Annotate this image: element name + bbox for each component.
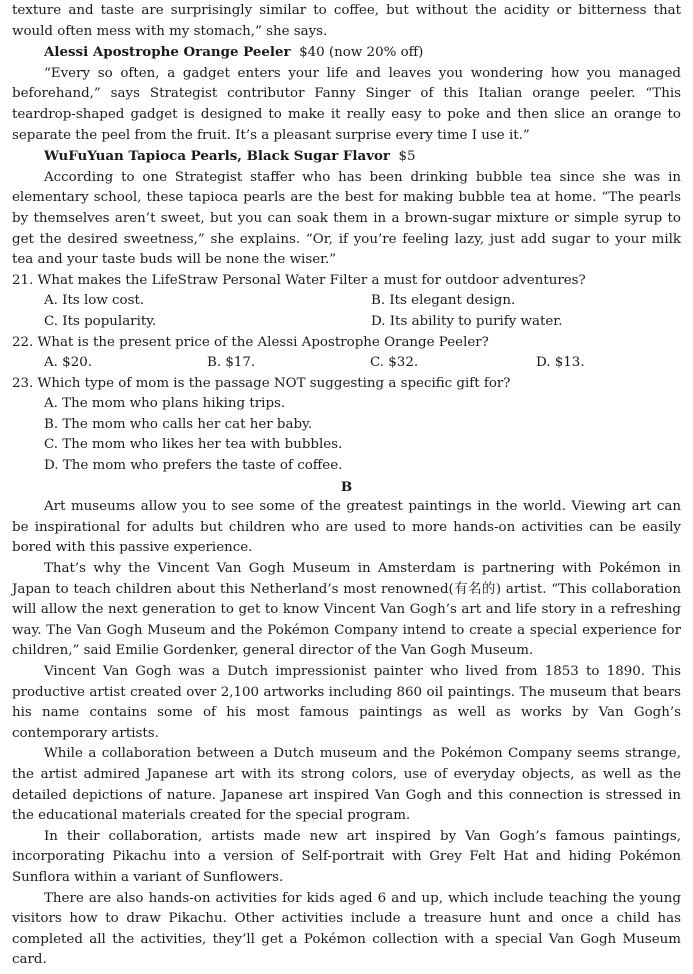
product-name: Alessi Apostrophe Orange Peeler: [44, 44, 291, 61]
product-heading-orange-peeler: [12, 42, 681, 64]
section-b-paragraph-6: There are also hands-on activities for kids aged 6 and up, which include teaching the young visitors how to draw Pikachu. Other activities include a treasure hunt and once a child has completed all the activities, they’ll get a Pokémon collection with a special Van Gogh Museum card.: [12, 890, 681, 968]
option-c: C. Its popularity.: [44, 313, 157, 329]
section-b-paragraph-2: That’s why the Vincent Van Gogh Museum in Amsterdam is partnering with Pokémon in Japan to teach children about this Netherland’s most renowned(有名的) artist. “This collaboration will allow the next generation to get to know Vincent Van Gogh’s art and life story in a refreshing way. The Van Gogh Museum and the Pokémon Company intend to create a special experience for children,” said Emilie Gordenker, general director of the Van Gogh Museum.: [12, 561, 681, 659]
section-b-paragraph-4: While a collaboration between a Dutch museum and the Pokémon Company seems strange, the artist admired Japanese art with its strong colors, use of everyday objects, as well as the detailed depictions of nature. Japanese art inspired Van Gogh and this connection is stressed in the educational materials created for the special program.: [12, 746, 681, 824]
passage-a-continuation: texture and taste are surprisingly similar to coffee, but without the acidity or bitterness that would often mess with my stomach,” she says.: [12, 3, 681, 39]
question-23-stem: 23. Which type of mom is the passage NOT suggesting a specific gift for?: [12, 375, 511, 391]
option-b: B. The mom who calls her cat her baby.: [44, 416, 313, 432]
option-c: C. $32.: [370, 355, 419, 371]
option-d: D. $13.: [536, 355, 585, 371]
question-23-options: [12, 394, 681, 476]
option-a: A. Its low cost.: [44, 293, 145, 309]
section-b-label: B: [340, 478, 353, 495]
product-description: According to one Strategist staffer who has been drinking bubble tea since she was in elementary school, these tapioca pearls are the best for making bubble tea at home. “The pearls by themselves aren’t sweet, but you can soak them in a brown-sugar mixture or simple syrup to get the desired sweetness,” she explains. “Or, if you’re feeling lazy, just add sugar to your milk tea and your taste buds will be none the wiser.”: [12, 169, 681, 268]
question-21-stem: 21. What makes the LifeStraw Personal Water Filter a must for outdoor adventures?: [12, 272, 586, 288]
option-d: D. Its ability to purify water.: [371, 313, 563, 329]
section-b-paragraph-3: Vincent Van Gogh was a Dutch impressionist painter who lived from 1853 to 1890. This productive artist created over 2,100 artworks including 860 oil paintings. The museum that bears his name contains some of his most famous paintings as well as works by Van Gogh’s contemporary artists.: [12, 664, 681, 741]
product-price: $5: [398, 149, 416, 165]
option-a: A. The mom who plans hiking trips.: [44, 396, 286, 412]
question-22-stem: 22. What is the present price of the Alessi Apostrophe Orange Peeler?: [12, 334, 489, 350]
option-d: D. The mom who prefers the taste of coffee.: [44, 458, 343, 474]
section-b-paragraph-5: In their collaboration, artists made new art inspired by Van Gogh’s famous paintings, incorporating Pikachu into a version of Self-portrait with Grey Felt Hat and hiding Pokémon Sunflora within a variant of Sunflowers.: [12, 828, 681, 885]
product-name: WuFuYuan Tapioca Pearls, Black Sugar Flavor: [44, 148, 390, 165]
option-a: A. $20.: [44, 355, 92, 371]
question-22-options: [12, 353, 681, 374]
option-b: B. $17.: [207, 355, 256, 371]
option-c: C. The mom who likes her tea with bubbles.: [44, 437, 343, 453]
question-21-options: [12, 291, 681, 332]
product-heading-tapioca-pearls: [12, 146, 681, 168]
product-description: “Every so often, a gadget enters your life and leaves you wondering how you managed beforehand,” says Strategist contributor Fanny Singer of this Italian orange peeler. “This teardrop-shaped gadget is designed to make it really easy to poke and then slice an orange to separate the peel from the fruit. It’s a pleasant surprise every time I use it.”: [12, 65, 681, 143]
option-b: B. Its elegant design.: [371, 293, 516, 309]
section-b-paragraph-1: Art museums allow you to see some of the greatest paintings in the world. Viewing art can be inspirational for adults but children who are used to more hands-on activities can be easily bored with this passive experience.: [12, 499, 681, 556]
product-price: $40 (now 20% off): [299, 45, 424, 61]
